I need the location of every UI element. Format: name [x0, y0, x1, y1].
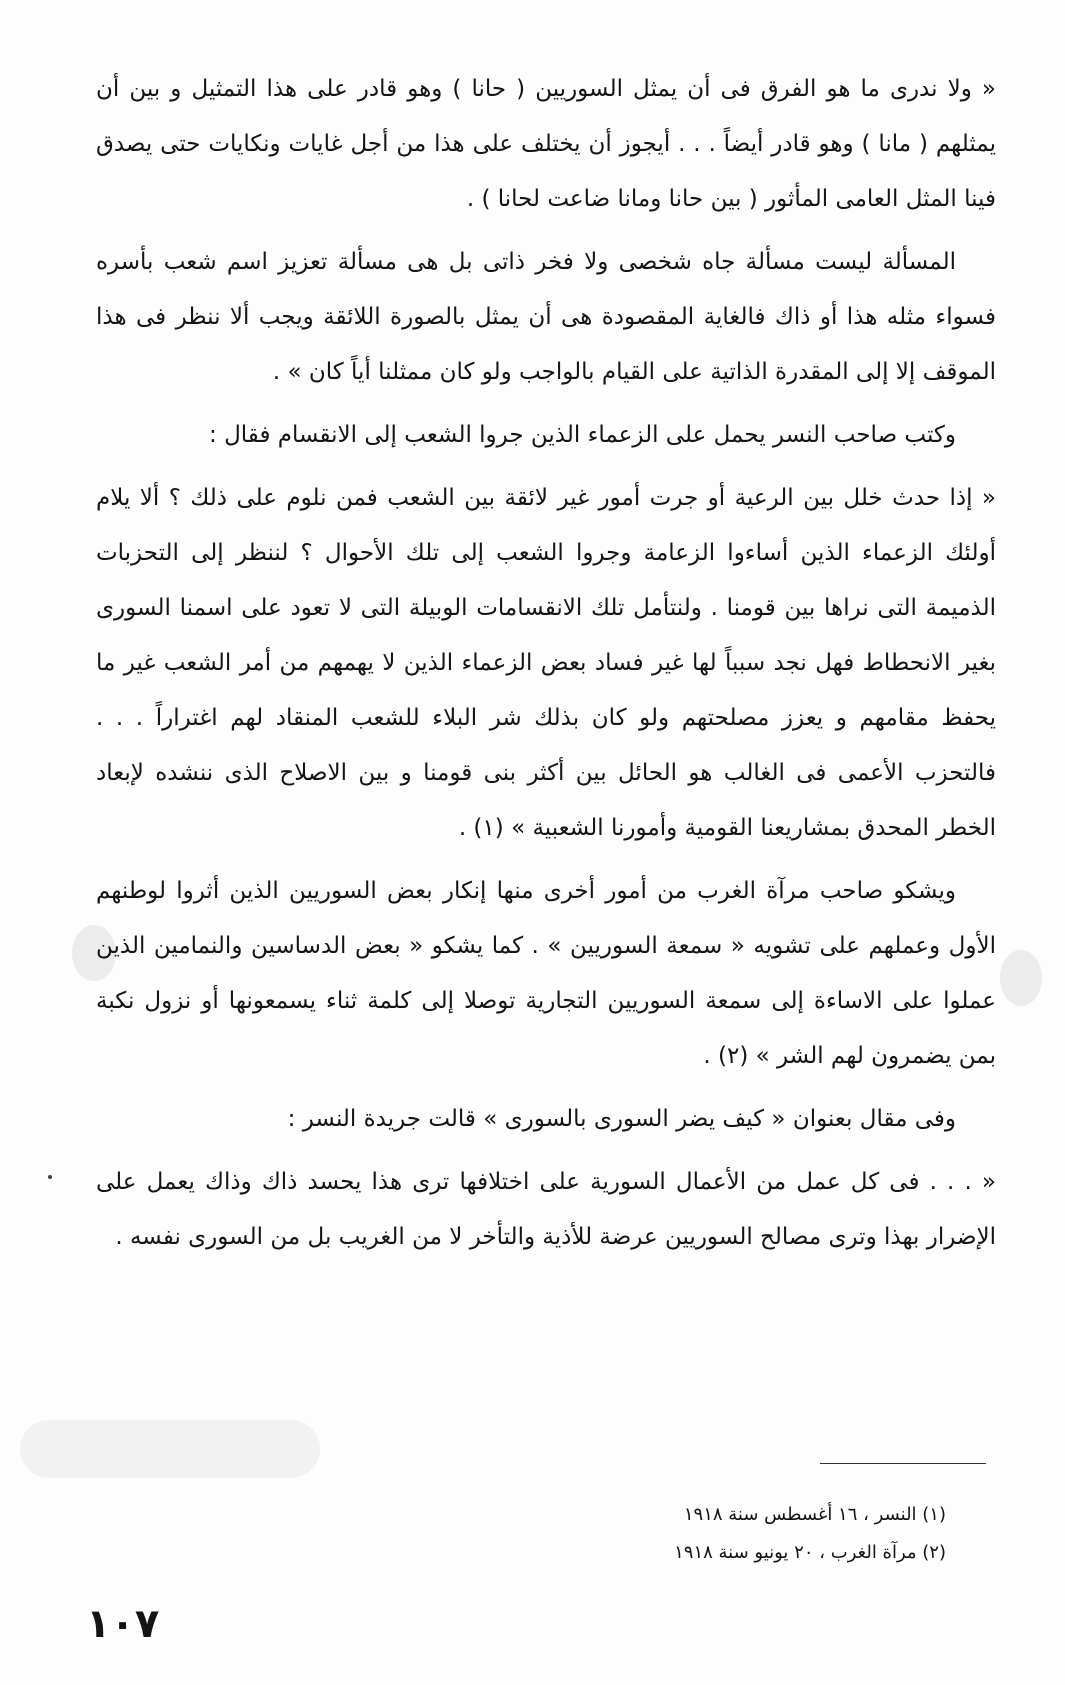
paragraph-quote-hana-mana: « ولا ندرى ما هو الفرق فى أن يمثل السوريين ( حانا ) وهو قادر على هذا التمثيل و بين أن يمثلهم ( مانا ) وهو قادر أيضاً . . . أيجوز أن يختلف على هذا من أجل غايات ونكايات حتى يصدق فينا المثل العامى المأثور ( بين حانا ومانا ضاعت لحانا ) . [96, 76, 996, 212]
paragraph-representation: المسألة ليست مسألة جاه شخصى ولا فخر ذاتى بل هى مسألة تعزيز اسم شعب بأسره فسواء مثله هذا أو ذاك فالغاية المقصودة هى أن يمثل بالصورة اللائقة ويجب ألا ننظر فى هذا الموقف إلا إلى المقدرة الذاتية على القيام بالواجب ولو كان ممثلنا أياً كان » . [96, 249, 996, 385]
paragraph-article-quote: « . . . فى كل عمل من الأعمال السورية على اختلافها ترى هذا يحسد ذاك وذاك يعمل على الإضرار بهذا وترى مصالح السوريين عرضة للأذية والتأخر لا من الغريب بل من السورى نفسه . [96, 1169, 996, 1250]
paragraph-nasr-intro: وكتب صاحب النسر يحمل على الزعماء الذين جروا الشعب إلى الانقسام فقال : [209, 422, 956, 448]
body-text [96, 62, 996, 1273]
footnote-separator [820, 1463, 986, 1464]
paragraph-mirat-algharb: ويشكو صاحب مرآة الغرب من أمور أخرى منها إنكار بعض السوريين الذين أثروا لوطنهم الأول وعملهم على تشويه « سمعة السوريين » . كما يشكو « بعض الدساسين والنمامين الذين عملوا على الاساءة إلى سمعة السوريين التجارية توصلا إلى كلمة ثناء يسمعونها أو نزول نكبة بمن يضمرون لهم الشر » (٢) . [96, 878, 996, 1069]
scan-smudge [1000, 950, 1042, 1006]
page-number: ١٠٧ [86, 1601, 160, 1647]
scan-smudge [20, 1420, 320, 1478]
footnote-2: (٢) مرآة الغرب ، ٢٠ يونيو سنة ١٩١٨ [674, 1542, 946, 1563]
footnote-1: (١) النسر ، ١٦ أغسطس سنة ١٩١٨ [683, 1504, 946, 1525]
scan-speck [48, 1175, 52, 1179]
paragraph-article-title: وفى مقال بعنوان « كيف يضر السورى بالسورى » قالت جريدة النسر : [287, 1106, 956, 1132]
footnotes [480, 1496, 946, 1572]
paragraph-nasr-quote: « إذا حدث خلل بين الرعية أو جرت أمور غير لائقة بين الشعب فمن نلوم على ذلك ؟ ألا يلام أولئك الزعماء الذين أساءوا الزعامة وجروا الشعب إلى تلك الأحوال ؟ لننظر إلى التحزبات الذميمة التى نراها بين قومنا . ولنتأمل تلك الانقسامات الوبيلة التى لا تعود على اسمنا السورى بغير الانحطاط فهل نجد سبباً لها غير فساد بعض الزعماء الذين لا يهمهم من أمر الشعب غير ما يحفظ مقامهم و يعزز مصلحتهم ولو كان بذلك شر البلاء للشعب المنقاد لهم اغتراراً . . . فالتحزب الأعمى فى الغالب هو الحائل بين أكثر بنى قومنا و بين الاصلاح الذى ننشده لإبعاد الخطر المحدق بمشاريعنا القومية وأمورنا الشعبية » (١) . [96, 485, 996, 841]
